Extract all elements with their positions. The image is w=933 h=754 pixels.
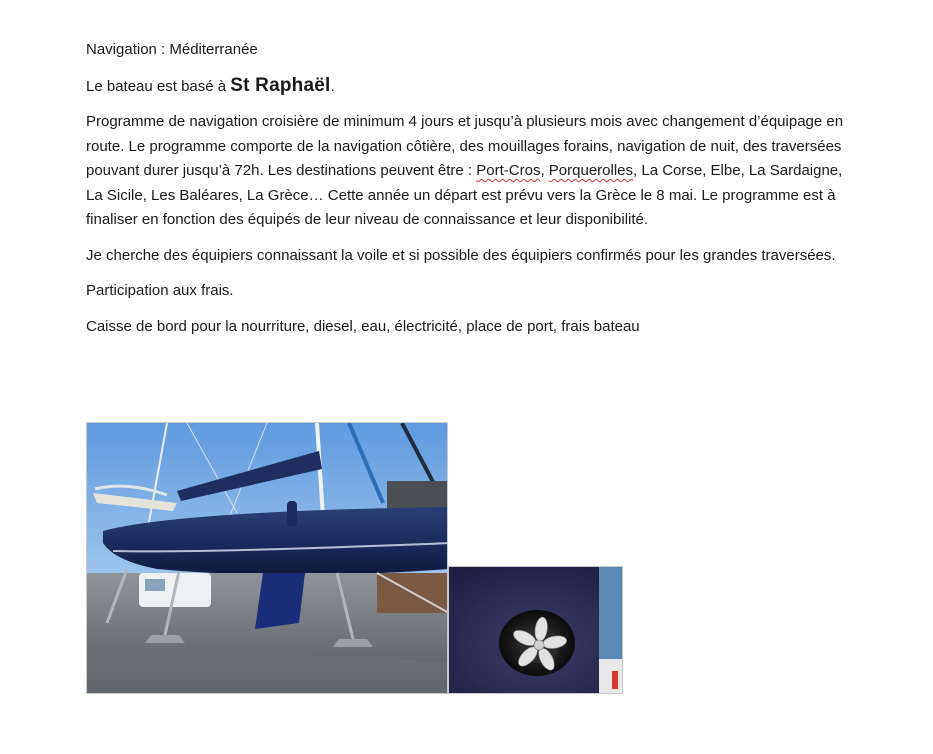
navigation-line: Navigation : Méditerranée <box>86 41 258 58</box>
base-prefix: Le bateau est basé à <box>86 77 231 95</box>
program-text-start: Programme de navigation croisière de minimum 4 jours et jusqu’à plusieurs mois avec changement d’équipage en route. Le programme comporte de la navigation côtière, des mouillages forains, navigation de nuit, des traversées pouvant durer jusqu’à 72h. Les destinations peuvent être : <box>86 113 844 179</box>
kitty-line: Caisse de bord pour la nourriture, diesel, eau, électricité, place de port, frais bateau <box>86 317 640 335</box>
spellcheck-word-port-cros: Port-Cros <box>476 162 541 179</box>
base-line <box>86 74 856 100</box>
crew-paragraph: Je cherche des équipiers connaissant la voile et si possible des équipiers confirmés pour les grandes traversées. <box>86 246 836 264</box>
spellcheck-word-porquerolles: Porquerolles <box>548 162 634 179</box>
base-place: St Raphaël <box>230 74 331 96</box>
boat-hull-image <box>87 423 448 694</box>
program-text-end: , La Corse, Elbe, La Sardaigne, La Sicile, Les Baléares, La Grèce… Cette année un départ est prévu vers la Grèce le 8 mai. Le programme est à finaliser en fonction des équipés de leur niveau de connaissance et leur disponibilité. <box>86 162 843 228</box>
bow-thruster-image <box>449 567 623 694</box>
program-separator: , <box>540 162 549 179</box>
program-paragraph <box>86 110 856 233</box>
document-body <box>86 38 856 350</box>
bow-thruster-photo <box>448 566 623 694</box>
boat-hull-photo <box>86 422 448 694</box>
fees-line: Participation aux frais. <box>86 282 234 299</box>
base-suffix: . <box>330 77 335 95</box>
